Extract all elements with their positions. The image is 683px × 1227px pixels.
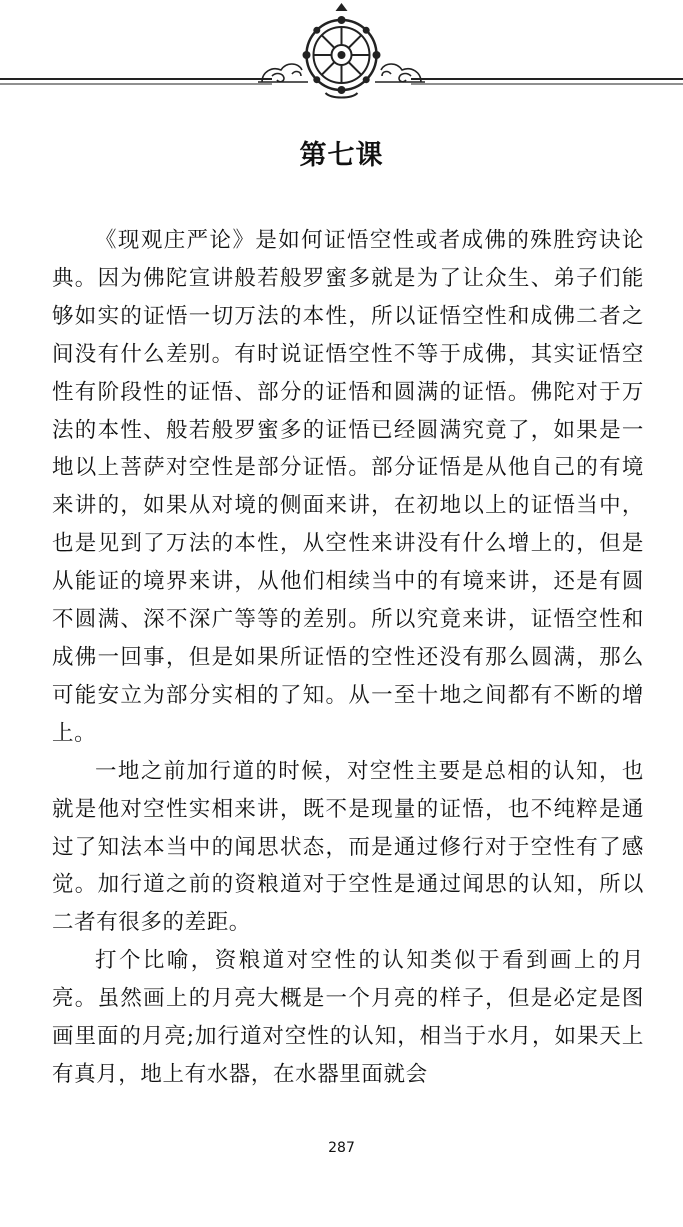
page-number: 287 — [328, 1140, 355, 1156]
body-text — [52, 222, 644, 1094]
paragraph-3: 打个比喻，资粮道对空性的认知类似于看到画上的月亮。虽然画上的月亮大概是一个月亮的样子，但是必定是图画里面的月亮;加行道对空性的认知，相当于水月，如果天上有真月，地上有水器，在水器里面就会 — [52, 948, 644, 1087]
chapter-title: 第七课 — [299, 140, 384, 171]
header-ornament — [0, 0, 683, 105]
paragraph-1: 《现观庄严论》是如何证悟空性或者成佛的殊胜窍诀论典。因为佛陀宣讲般若般罗蜜多就是为了让众生、弟子们能够如实的证悟一切万法的本性，所以证悟空性和成佛二者之间没有什么差别。有时说证悟空性不等于成佛，其实证悟空性有阶段性的证悟、部分的证悟和圆满的证悟。佛陀对于万法的本性、般若般罗蜜多的证悟已经圆满究竟了，如果是一地以上菩萨对空性是部分证悟。部分证悟是从他自己的有境来讲的，如果从对境的侧面来讲，在初地以上的证悟当中，也是见到了万法的本性，从空性来讲没有什么增上的，但是从能证的境界来讲，从他们相续当中的有境来讲，还是有圆不圆满、深不深广等等的差别。所以究竟来讲，证悟空性和成佛一回事，但是如果所证悟的空性还没有那么圆满，那么可能安立为部分实相的了知。从一至十地之间都有不断的增上。 — [52, 228, 644, 746]
paragraph-2: 一地之前加行道的时候，对空性主要是总相的认知，也就是他对空性实相来讲，既不是现量的证悟，也不纯粹是通过了知法本当中的闻思状态，而是通过修行对于空性有了感觉。加行道之前的资粮道对于空性是通过闻思的认知，所以二者有很多的差距。 — [52, 758, 644, 936]
dharma-wheel-icon — [303, 3, 381, 98]
